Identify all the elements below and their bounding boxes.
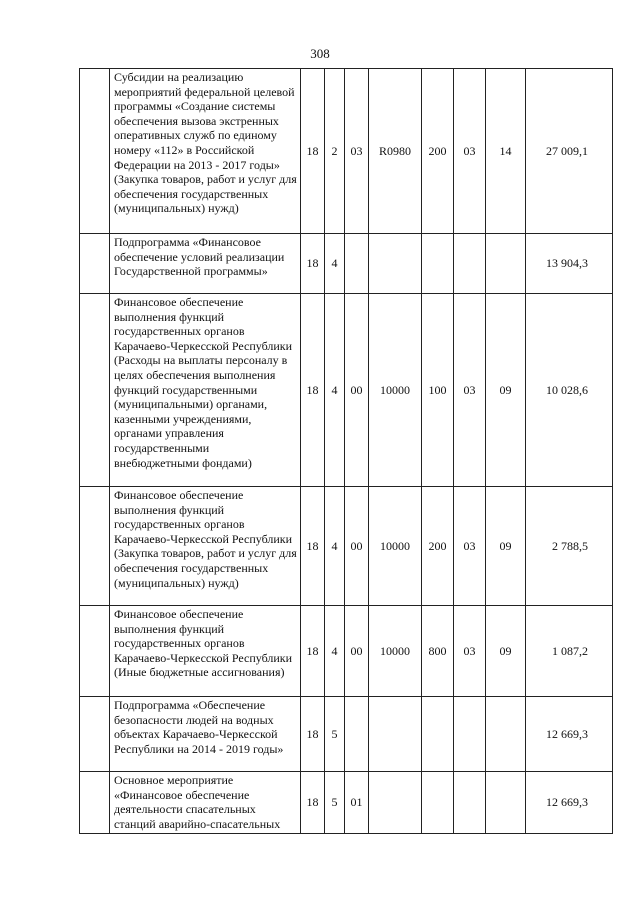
code1-cell: 18: [301, 606, 325, 697]
code2-cell: 4: [325, 487, 345, 606]
section-cell: [454, 234, 486, 294]
code2-cell: 2: [325, 69, 345, 234]
row-name-cell: Финансовое обеспечение выполнения функций государственных органов Карачаево-Черкесской Республики (Закупка товаров, работ и услуг для обеспечения государственных (муниципальных) нужд): [110, 487, 301, 606]
subsection-cell: [486, 772, 526, 834]
subsection-cell: 09: [486, 606, 526, 697]
row-name-cell: Подпрограмма «Обеспечение безопасности людей на водных объектах Карачаево-Черкесской Республики на 2014 - 2019 годы»: [110, 697, 301, 772]
section-cell: 03: [454, 69, 486, 234]
subsection-cell: 09: [486, 487, 526, 606]
amount-cell: 10 028,6: [526, 294, 613, 487]
expense-type-cell: 100: [422, 294, 454, 487]
expense-type-cell: [422, 772, 454, 834]
code2-cell: 4: [325, 234, 345, 294]
code2-cell: 5: [325, 772, 345, 834]
amount-cell: 1 087,2: [526, 606, 613, 697]
budget-table: [79, 68, 613, 834]
row-index-cell: [80, 487, 110, 606]
amount-cell: 12 669,3: [526, 697, 613, 772]
table-row: [80, 487, 613, 606]
row-index-cell: [80, 697, 110, 772]
section-cell: 03: [454, 606, 486, 697]
code3-cell: [345, 697, 369, 772]
code1-cell: 18: [301, 234, 325, 294]
amount-cell: 27 009,1: [526, 69, 613, 234]
subsection-cell: [486, 234, 526, 294]
target-code-cell: [369, 697, 422, 772]
expense-type-cell: 800: [422, 606, 454, 697]
code3-cell: 00: [345, 606, 369, 697]
section-cell: [454, 772, 486, 834]
expense-type-cell: [422, 234, 454, 294]
target-code-cell: R0980: [369, 69, 422, 234]
table-row: [80, 69, 613, 234]
row-name-cell: Финансовое обеспечение выполнения функций государственных органов Карачаево-Черкесской Республики (Расходы на выплаты персоналу в целях обеспечения выполнения функций государственными (муниципальными) органами, казенными учреждениями, органами управления государственными внебюджетными фондами): [110, 294, 301, 487]
subsection-cell: 14: [486, 69, 526, 234]
code2-cell: 4: [325, 606, 345, 697]
target-code-cell: [369, 234, 422, 294]
target-code-cell: 10000: [369, 606, 422, 697]
subsection-cell: [486, 697, 526, 772]
code3-cell: 03: [345, 69, 369, 234]
page-number: 308: [310, 46, 330, 61]
code1-cell: 18: [301, 697, 325, 772]
subsection-cell: 09: [486, 294, 526, 487]
amount-cell: 13 904,3: [526, 234, 613, 294]
section-cell: [454, 697, 486, 772]
row-index-cell: [80, 606, 110, 697]
target-code-cell: [369, 772, 422, 834]
row-name-cell: Подпрограмма «Финансовое обеспечение условий реализации Государственной программы»: [110, 234, 301, 294]
row-name-cell: Субсидии на реализацию мероприятий федеральной целевой программы «Создание системы обеспечения вызова экстренных оперативных служб по единому номеру «112» в Российской Федерации на 2013 - 2017 годы» (Закупка товаров, работ и услуг для обеспечения государственных (муниципальных) нужд): [110, 69, 301, 234]
code1-cell: 18: [301, 69, 325, 234]
code3-cell: [345, 234, 369, 294]
table-row: [80, 697, 613, 772]
target-code-cell: 10000: [369, 487, 422, 606]
row-index-cell: [80, 69, 110, 234]
code1-cell: 18: [301, 772, 325, 834]
code3-cell: 00: [345, 294, 369, 487]
code1-cell: 18: [301, 294, 325, 487]
table-row: [80, 772, 613, 834]
expense-type-cell: 200: [422, 487, 454, 606]
amount-cell: 2 788,5: [526, 487, 613, 606]
code2-cell: 4: [325, 294, 345, 487]
code3-cell: 00: [345, 487, 369, 606]
expense-type-cell: [422, 697, 454, 772]
row-index-cell: [80, 294, 110, 487]
code1-cell: 18: [301, 487, 325, 606]
row-index-cell: [80, 772, 110, 834]
row-name-cell: Основное мероприятие «Финансовое обеспечение деятельности спасательных станций аварийно-спасательных: [110, 772, 301, 834]
table-row: [80, 294, 613, 487]
section-cell: 03: [454, 294, 486, 487]
code2-cell: 5: [325, 697, 345, 772]
row-name-cell: Финансовое обеспечение выполнения функций государственных органов Карачаево-Черкесской Республики (Иные бюджетные ассигнования): [110, 606, 301, 697]
row-index-cell: [80, 234, 110, 294]
amount-cell: 12 669,3: [526, 772, 613, 834]
expense-type-cell: 200: [422, 69, 454, 234]
section-cell: 03: [454, 487, 486, 606]
target-code-cell: 10000: [369, 294, 422, 487]
code3-cell: 01: [345, 772, 369, 834]
table-row: [80, 606, 613, 697]
table-row: [80, 234, 613, 294]
